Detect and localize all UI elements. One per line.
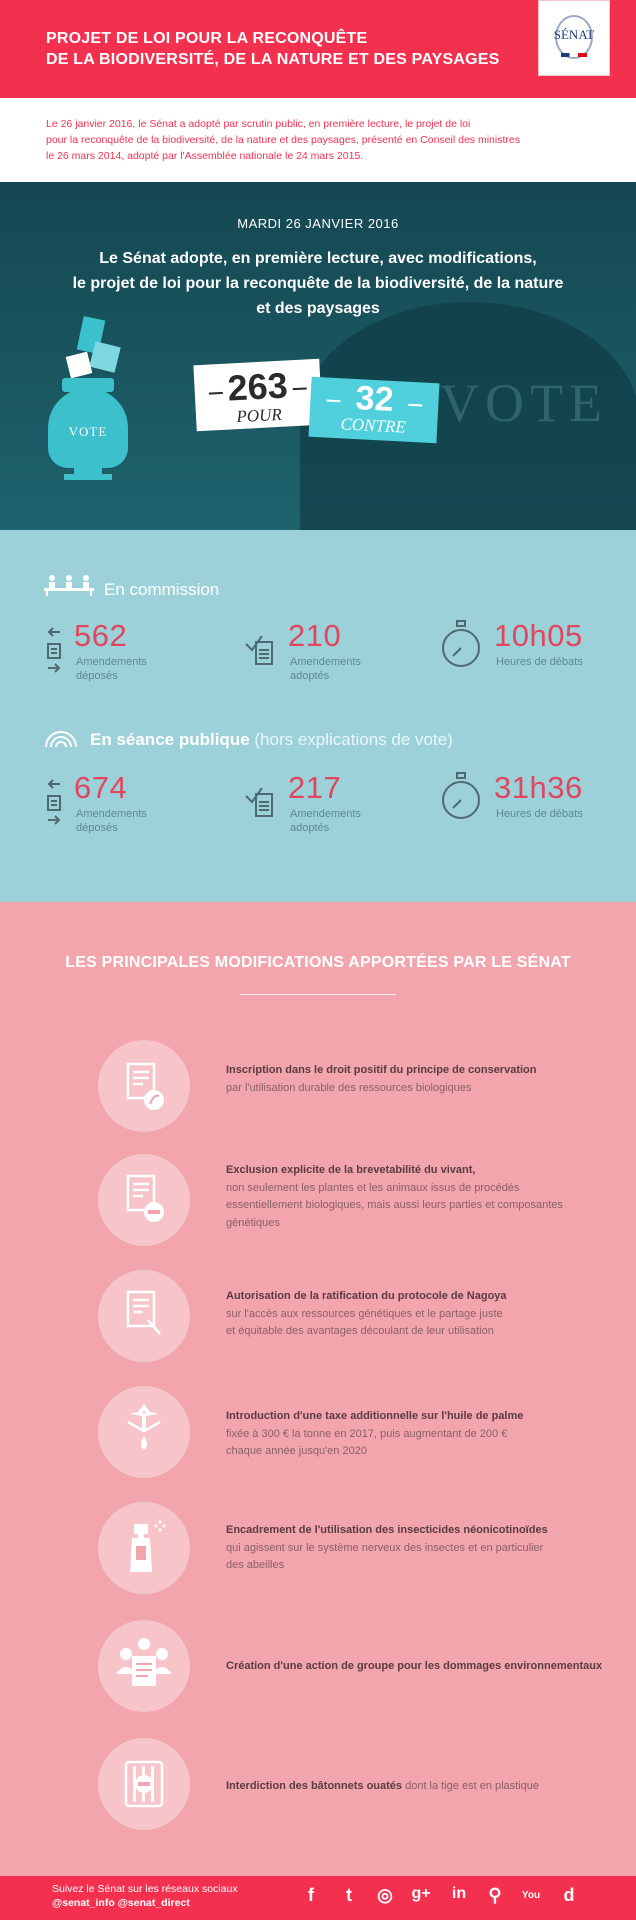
modification-item-2 xyxy=(226,1162,606,1232)
label-line-1: Amendements xyxy=(76,656,147,668)
modification-item-3 xyxy=(226,1288,606,1341)
commission-heading-text: En commission xyxy=(104,580,220,599)
item-title: Interdiction des bâtonnets ouatés xyxy=(226,1780,403,1792)
document-forbidden-icon xyxy=(98,1154,190,1246)
label-line-2: déposés xyxy=(76,822,118,834)
item-line: dont la tige est en plastique xyxy=(405,1780,540,1792)
follow-text: Suivez le Sénat sur les réseaux sociaux xyxy=(52,1883,238,1895)
document-leaf-icon xyxy=(98,1040,190,1132)
item-line: sur l'accès aux ressources génétiques et le partage juste xyxy=(226,1307,503,1320)
instagram-icon[interactable]: ◎ xyxy=(377,1885,393,1905)
page-title xyxy=(46,28,500,70)
commission-hours-value: 10h05 xyxy=(494,618,583,653)
pour-count: 263 xyxy=(226,364,289,409)
amendment-arrows-icon xyxy=(44,622,66,678)
senat-logo[interactable] xyxy=(538,0,610,76)
label-line-2: déposés xyxy=(76,670,118,682)
item-line: fixée à 300 € la tonne en 2017, puis augmentant de 200 € xyxy=(226,1427,508,1440)
label-line-1: Amendements xyxy=(290,656,361,668)
headline-line-2: le projet de loi pour la reconquête de la biodiversité, de la nature xyxy=(72,275,564,292)
commission-adopted-value: 210 xyxy=(288,618,342,653)
stopwatch-icon xyxy=(440,772,482,822)
footer-text xyxy=(52,1882,238,1910)
item-title: Création d'une action de groupe pour les dommages environnementaux xyxy=(226,1660,603,1672)
checked-document-icon xyxy=(244,632,276,668)
seance-heading-bold: En séance publique xyxy=(90,730,250,749)
intro-line-3: le 26 mars 2014, adopté par l'Assemblée nationale le 24 mars 2015. xyxy=(46,150,364,162)
contre-label: CONTRE xyxy=(340,414,407,437)
label-line-2: adoptés xyxy=(290,670,330,682)
item-line: par l'utilisation durable des ressources biologiques xyxy=(226,1081,472,1094)
social-handles xyxy=(52,1896,238,1910)
commission-hours-label xyxy=(496,655,583,669)
logo-text: SÉNAT xyxy=(553,27,595,42)
item-title: Inscription dans le droit positif du principe de conservation xyxy=(226,1064,537,1076)
urn-label: VOTE xyxy=(68,424,108,439)
spray-bottle-icon xyxy=(98,1502,190,1594)
label-line-2: adoptés xyxy=(290,822,330,834)
seance-heading xyxy=(90,730,453,750)
modification-item-6 xyxy=(226,1658,626,1676)
stopwatch-icon xyxy=(440,620,482,670)
commission-adopted-label xyxy=(290,655,361,683)
cotton-swabs-icon xyxy=(98,1738,190,1830)
seance-hours-value: 31h36 xyxy=(494,770,583,805)
seance-heading-light: (hors explications de vote) xyxy=(254,730,453,749)
modification-item-4 xyxy=(226,1408,606,1461)
modifications-title: LES PRINCIPALES MODIFICATIONS APPORTÉES PAR LE SÉNAT xyxy=(65,954,571,971)
tricolor-icon xyxy=(561,53,587,57)
palm-oil-icon xyxy=(98,1386,190,1478)
dailymotion-icon[interactable]: d xyxy=(563,1885,575,1905)
vote-headline xyxy=(30,246,606,321)
facebook-icon[interactable]: f xyxy=(308,1885,314,1905)
item-line: et équitable des avantages découlant de leur utilisation xyxy=(226,1325,494,1337)
location-icon[interactable]: ⚲ xyxy=(488,1885,502,1905)
seance-deposited-value: 674 xyxy=(74,770,128,805)
background-urn-text: VOTE xyxy=(440,373,608,433)
committee-icon xyxy=(44,574,94,596)
footer xyxy=(0,1876,636,1920)
divider xyxy=(240,994,396,995)
document-pen-icon xyxy=(98,1270,190,1362)
commission-deposited-label xyxy=(76,655,147,683)
label-line-1: Amendements xyxy=(76,808,147,820)
seance-hours-label xyxy=(496,807,583,821)
headline-line-1: Le Sénat adopte, en première lecture, avec modifications, xyxy=(99,250,537,267)
item-title: Encadrement de l'utilisation des insecticides néonicotinoïdes xyxy=(226,1524,548,1536)
seance-adopted-label xyxy=(290,807,361,835)
hemicycle-icon xyxy=(44,730,78,748)
intro-section xyxy=(0,98,636,182)
item-line: essentiellement biologiques, mais aussi leurs parties et composantes xyxy=(226,1199,563,1211)
item-line: génétiques xyxy=(226,1216,280,1229)
seance-adopted-value: 217 xyxy=(288,770,342,805)
header-banner xyxy=(0,0,636,98)
urn-base-icon xyxy=(64,474,112,480)
modification-item-1 xyxy=(226,1062,606,1097)
stats-section xyxy=(0,530,636,902)
modification-item-7 xyxy=(226,1778,606,1796)
google-plus-icon[interactable]: g+ xyxy=(411,1885,431,1902)
pour-card xyxy=(193,359,322,432)
modification-item-5 xyxy=(226,1522,606,1575)
vote-date: MARDI 26 JANVIER 2016 xyxy=(237,216,399,231)
youtube-icon[interactable]: You xyxy=(521,1890,541,1901)
commission-deposited-value: 562 xyxy=(74,618,128,653)
label-line-1: Heures de débats xyxy=(496,808,583,820)
item-title: Exclusion explicite de la brevetabilité du vivant, xyxy=(226,1164,476,1176)
handle-senat-info[interactable]: @senat_info xyxy=(52,1897,115,1909)
twitter-icon[interactable]: t xyxy=(346,1885,352,1905)
modifications-section xyxy=(0,902,636,1876)
item-line: qui agissent sur le système nerveux des insectes et en particulier xyxy=(226,1541,544,1554)
item-title: Introduction d'une taxe additionnelle sur l'huile de palme xyxy=(226,1410,524,1422)
item-line: des abeilles xyxy=(226,1559,285,1571)
contre-card xyxy=(309,377,440,444)
seance-deposited-label xyxy=(76,807,147,835)
commission-heading xyxy=(104,580,219,600)
checked-document-icon xyxy=(244,784,276,820)
item-title: Autorisation de la ratification du protocole de Nagoya xyxy=(226,1290,507,1302)
contre-count: 32 xyxy=(354,379,395,419)
group-action-icon xyxy=(98,1620,190,1712)
pour-label: POUR xyxy=(235,404,283,427)
headline-line-3: et des paysages xyxy=(256,300,380,317)
handle-senat-direct[interactable]: @senat_direct xyxy=(117,1897,190,1909)
intro-text xyxy=(46,116,606,164)
item-line: non seulement les plantes et les animaux issus de procédés xyxy=(226,1181,520,1194)
intro-line-1: Le 26 janvier 2016, le Sénat a adopté par scrutin public, en première lecture, le projet de loi xyxy=(46,118,471,130)
item-line: chaque année jusqu'en 2020 xyxy=(226,1445,367,1457)
label-line-1: Heures de débats xyxy=(496,656,583,668)
title-line-2: DE LA BIODIVERSITÉ, DE LA NATURE ET DES PAYSAGES xyxy=(46,51,500,68)
title-line-1: PROJET DE LOI POUR LA RECONQUÊTE xyxy=(46,30,368,47)
linkedin-icon[interactable]: in xyxy=(451,1885,467,1902)
label-line-1: Amendements xyxy=(290,808,361,820)
amendment-arrows-icon xyxy=(44,774,66,830)
intro-line-2: pour la reconquête de la biodiversité, de la nature et des paysages, présenté en Conseil des ministres xyxy=(46,134,520,146)
